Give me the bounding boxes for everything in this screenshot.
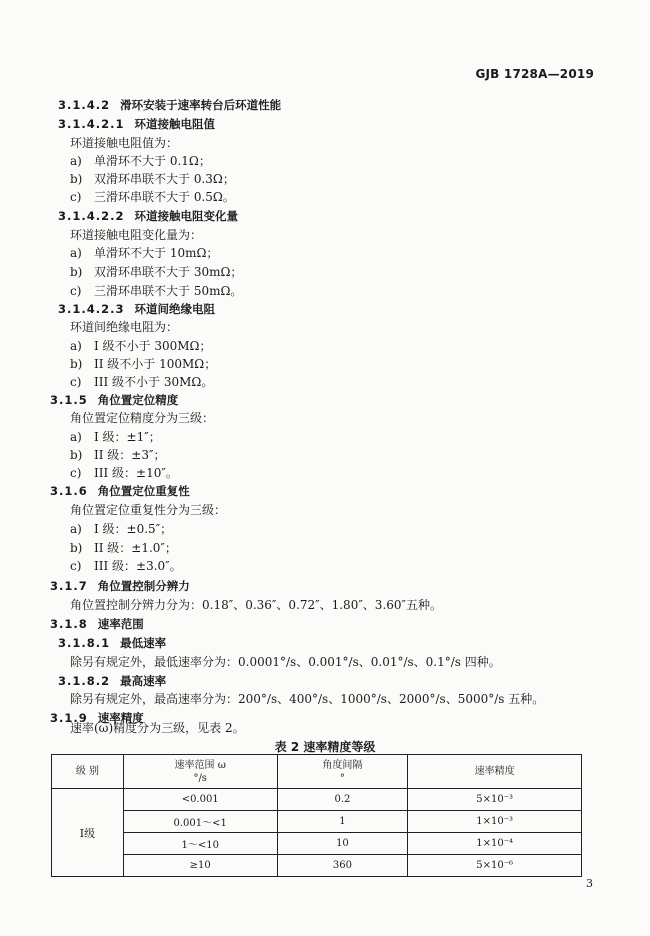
table-row — [52, 789, 582, 811]
section-title: 滑环安装于速率转台后环道性能 — [120, 98, 282, 112]
list-item-text: 单滑环不大于 0.1Ω； — [94, 154, 211, 168]
section-number: 3.1.4.2.2 — [58, 209, 125, 223]
header-angle-interval-unit: ° — [339, 772, 345, 784]
page-number: 3 — [586, 877, 593, 890]
list-item-text: I 级：±0.5″； — [94, 522, 173, 536]
list-item-marker: c) — [70, 284, 82, 298]
interval-cell: 10 — [277, 833, 408, 855]
list-item — [70, 540, 177, 556]
list-item — [70, 264, 242, 280]
list-item — [70, 429, 161, 445]
interval-cell: 1 — [277, 811, 408, 833]
list-item — [70, 153, 211, 169]
list-item-marker: c) — [70, 466, 82, 480]
table-row — [52, 811, 582, 833]
header-rate-range — [123, 755, 277, 789]
section-heading — [50, 483, 190, 499]
section-title: 最高速率 — [120, 674, 167, 688]
section-heading — [50, 578, 190, 594]
range-cell: <0.001 — [123, 789, 277, 811]
section-number: 3.1.4.2.3 — [58, 302, 125, 316]
list-item — [70, 171, 235, 187]
section-number: 3.1.4.2 — [58, 98, 111, 112]
range-cell: 0.001～<1 — [123, 811, 277, 833]
section-title: 角位置定位重复性 — [97, 484, 190, 498]
accuracy-cell: 1×10⁻⁴ — [408, 833, 582, 855]
section-heading — [58, 208, 238, 224]
list-item-marker: a) — [70, 430, 82, 444]
paragraph: 速率(ω)精度分为三级，见表 2。 — [70, 721, 245, 735]
header-rate-range-label: 速率范围 ω — [174, 759, 226, 771]
accuracy-cell: 1×10⁻³ — [408, 811, 582, 833]
list-item — [70, 465, 178, 481]
list-item — [70, 338, 212, 354]
accuracy-cell: 5×10⁻³ — [408, 789, 582, 811]
list-item-text: III 级：±10″。 — [94, 466, 178, 480]
section-number: 3.1.7 — [50, 579, 88, 593]
section-title: 角位置控制分辨力 — [97, 579, 190, 593]
grade-cell: I级 — [52, 789, 124, 877]
paragraph: 角位置定位重复性分为三级： — [70, 503, 227, 517]
section-title: 最低速率 — [120, 636, 167, 650]
list-item-text: III 级不小于 30MΩ。 — [94, 375, 214, 389]
section-heading — [58, 635, 166, 651]
list-item-marker: a) — [70, 246, 82, 260]
table-caption: 表 2 速率精度等级 — [274, 740, 376, 754]
section-number: 3.1.4.2.1 — [58, 117, 125, 131]
section-title: 速率范围 — [97, 617, 144, 631]
header-rate-accuracy: 速率精度 — [408, 755, 582, 789]
list-item — [70, 447, 165, 463]
list-item-text: II 级：±3″； — [94, 448, 166, 462]
paragraph: 环道间绝缘电阻为： — [70, 320, 179, 334]
list-item-text: III 级：±3.0″。 — [94, 559, 182, 573]
header-grade: 级 别 — [52, 755, 124, 789]
section-heading — [58, 673, 166, 689]
list-item-text: II 级不小于 100MΩ； — [94, 357, 217, 371]
section-heading — [58, 97, 281, 113]
list-item-marker: b) — [70, 357, 83, 371]
document-code: GJB 1728A—2019 — [475, 67, 594, 81]
list-item — [70, 521, 172, 537]
list-item-text: I 级：±1″； — [94, 430, 161, 444]
list-item-text: I 级不小于 300MΩ； — [94, 339, 212, 353]
section-heading — [50, 392, 178, 408]
section-title: 角位置定位精度 — [97, 393, 179, 407]
interval-cell: 0.2 — [277, 789, 408, 811]
section-heading — [58, 116, 215, 132]
section-heading — [50, 616, 144, 632]
list-item-marker: c) — [70, 375, 82, 389]
list-item-text: 单滑环不大于 10mΩ； — [94, 246, 219, 260]
table-row — [52, 855, 582, 877]
list-item-marker: b) — [70, 265, 83, 279]
table-header-row — [52, 755, 582, 789]
section-number: 3.1.9 — [50, 711, 88, 725]
range-cell: ≥10 — [123, 855, 277, 877]
header-angle-interval — [277, 755, 408, 789]
list-item-text: 双滑环串联不大于 0.3Ω； — [94, 172, 235, 186]
section-number: 3.1.8.2 — [58, 674, 111, 688]
list-item-text: 双滑环串联不大于 30mΩ； — [94, 265, 243, 279]
section-number: 3.1.5 — [50, 393, 88, 407]
header-angle-interval-label: 角度间隔 — [322, 759, 363, 771]
section-heading — [58, 301, 215, 317]
list-item — [70, 356, 216, 372]
section-number: 3.1.6 — [50, 484, 88, 498]
paragraph: 角位置定位精度分为三级： — [70, 411, 215, 425]
list-item-text: 三滑环串联不大于 0.5Ω。 — [94, 190, 235, 204]
paragraph: 环道接触电阻值为： — [70, 136, 179, 150]
header-rate-range-unit: °/s — [193, 772, 207, 784]
list-item — [70, 558, 182, 574]
list-item — [70, 189, 235, 205]
list-item-text: 三滑环串联不大于 50mΩ。 — [94, 284, 243, 298]
list-item — [70, 374, 213, 390]
interval-cell: 360 — [277, 855, 408, 877]
section-title: 速率精度 — [97, 711, 144, 725]
paragraph: 角位置控制分辨力分为：0.18″、0.36″、0.72″、1.80″、3.60″五种。 — [70, 598, 443, 612]
list-item-marker: c) — [70, 190, 82, 204]
list-item-marker: b) — [70, 448, 83, 462]
list-item — [70, 283, 242, 299]
accuracy-cell: 5×10⁻⁶ — [408, 855, 582, 877]
section-title: 环道接触电阻变化量 — [134, 209, 238, 223]
paragraph: 除另有规定外，最高速率分为：200°/s、400°/s、1000°/s、2000°/s、5000°/s 五种。 — [70, 692, 545, 706]
paragraph: 除另有规定外，最低速率分为：0.0001°/s、0.001°/s、0.01°/s、0.1°/s 四种。 — [70, 655, 501, 669]
table-row — [52, 833, 582, 855]
section-number: 3.1.8.1 — [58, 636, 111, 650]
section-title: 环道间绝缘电阻 — [134, 302, 215, 316]
rate-accuracy-table — [51, 754, 582, 877]
list-item — [70, 245, 218, 261]
list-item-marker: b) — [70, 172, 83, 186]
range-cell: 1～<10 — [123, 833, 277, 855]
list-item-marker: c) — [70, 559, 82, 573]
list-item-marker: a) — [70, 522, 82, 536]
section-number: 3.1.8 — [50, 617, 88, 631]
list-item-marker: a) — [70, 339, 82, 353]
list-item-marker: b) — [70, 541, 83, 555]
list-item-marker: a) — [70, 154, 82, 168]
section-title: 环道接触电阻值 — [134, 117, 215, 131]
paragraph: 环道接触电阻变化量为： — [70, 228, 203, 242]
list-item-text: II 级：±1.0″； — [94, 541, 177, 555]
